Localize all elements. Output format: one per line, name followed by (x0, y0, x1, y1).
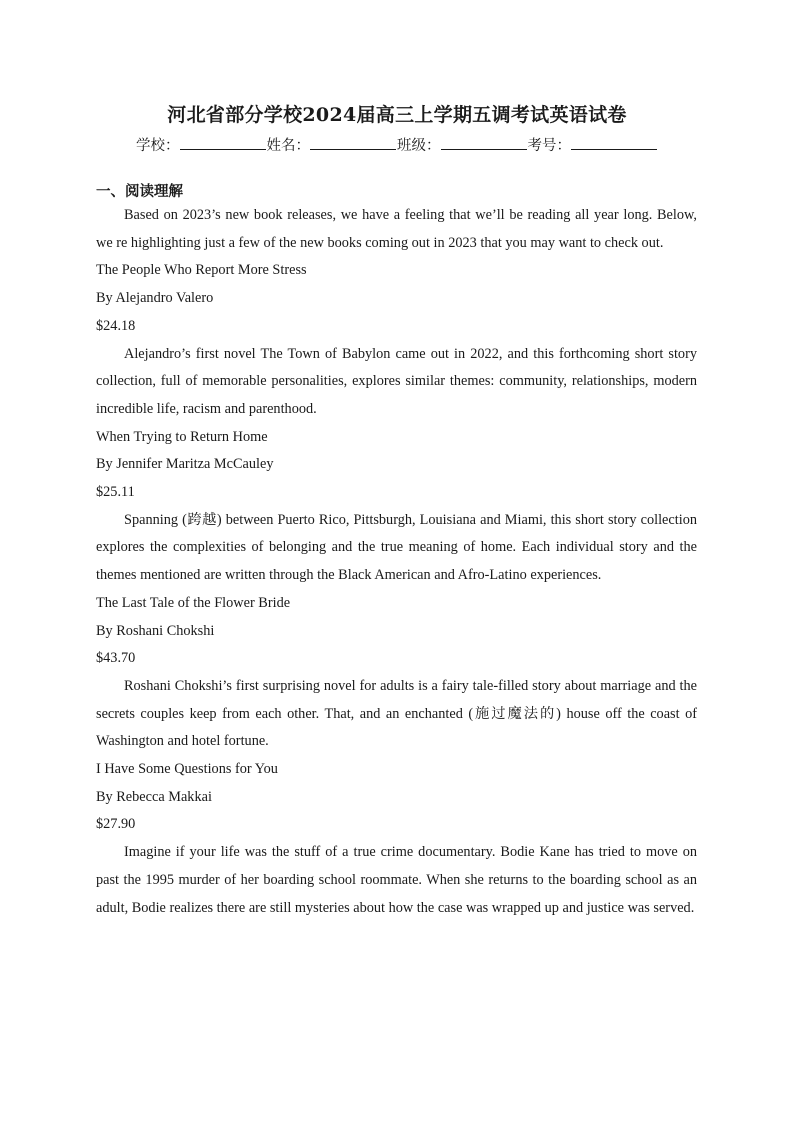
book-author: By Roshani Chokshi (96, 622, 215, 639)
exam-title: 河北省部分学校2024届高三上学期五调考试英语试卷 (167, 104, 627, 126)
reading-passage (96, 202, 697, 922)
name-label: 姓名： (266, 138, 310, 154)
book-author: By Jennifer Maritza McCauley (96, 456, 274, 473)
exam-number-label: 考号： (527, 138, 571, 154)
book-title: The Last Tale of the Flower Bride (96, 594, 291, 611)
exam-number-blank[interactable] (571, 135, 657, 150)
book-price: $27.90 (96, 816, 136, 833)
book-price: $24.18 (96, 317, 136, 334)
school-field (136, 135, 267, 157)
book-title: I Have Some Questions for You (96, 761, 278, 778)
book-entry (96, 590, 697, 756)
class-label: 班级： (397, 138, 441, 154)
book-price: $25.11 (96, 484, 135, 501)
school-blank[interactable] (180, 135, 266, 150)
name-blank[interactable] (310, 135, 396, 150)
name-field (267, 135, 398, 157)
exam-number-field (528, 135, 659, 157)
student-info-line (0, 135, 794, 157)
school-label: 学校： (136, 138, 180, 154)
section-heading: 一、阅读理解 (96, 184, 183, 200)
book-title: The People Who Report More Stress (96, 262, 307, 279)
class-blank[interactable] (441, 135, 527, 150)
book-author: By Alejandro Valero (96, 290, 214, 307)
book-description: Alejandro’s first novel The Town of Babylon came out in 2022, and this forthcoming short story collection, full of memorable personalities, explores similar themes: community, relationships, modern incredible life, racism and parenthood. (96, 345, 697, 417)
book-description: Spanning (跨越) between Puerto Rico, Pittsburgh, Louisiana and Miami, this short story collection explores the complexities of belonging and the true meaning of home. Each individual story and the themes mentioned are written through the Black American and Afro-Latino experiences. (96, 511, 697, 584)
book-title: When Trying to Return Home (96, 428, 268, 445)
book-entry (96, 257, 697, 423)
book-description: Roshani Chokshi’s first surprising novel for adults is a fairy tale-filled story about marriage and the secrets couples keep from each other. That, and an enchanted (施过魔法的) house off the coast of Washington and hotel fortune. (96, 677, 697, 750)
class-field (397, 135, 528, 157)
book-entry (96, 424, 697, 590)
book-price: $43.70 (96, 650, 136, 667)
intro-paragraph: Based on 2023’s new book releases, we have a feeling that we’ll be reading all year long. Below, we re highlighting just a few of the new books coming out in 2023 that you may want to check out. (96, 207, 697, 251)
book-description: Imagine if your life was the stuff of a true crime documentary. Bodie Kane has tried to move on past the 1995 murder of her boarding school roommate. When she returns to the boarding school as an adult, Bodie realizes there are still mysteries about how the case was wrapped up and justice was served. (96, 844, 697, 916)
book-author: By Rebecca Makkai (96, 788, 212, 805)
book-entry (96, 756, 697, 922)
